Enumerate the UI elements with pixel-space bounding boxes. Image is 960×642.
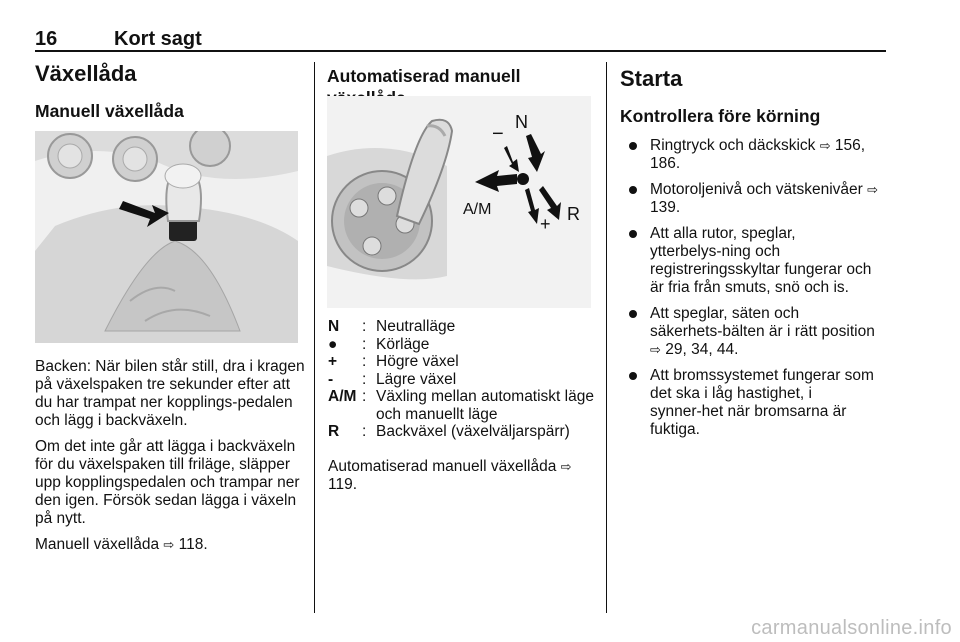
reverse-instruction: Backen: När bilen står still, dra i kragen på växelspaken tre sekunder efter att du har trampat ner kopplings‑pedalen och lägg i backväxeln. <box>35 358 305 429</box>
bullet-icon <box>629 372 637 380</box>
heading-start: Starta <box>620 66 683 91</box>
selector-lever-illustration <box>327 96 591 308</box>
manual-gearbox-figure <box>35 131 298 343</box>
ref-page: 118. <box>178 536 208 553</box>
legend-row-am: A/M : Växling mellan automatiskt läge och manuellt läge <box>328 388 594 423</box>
label-n: N <box>515 112 528 132</box>
bullet-icon <box>629 230 637 238</box>
checklist-item: Ringtryck och däckskick ⇨ 156, 186. <box>620 137 888 173</box>
checklist-item: Motoroljenivå och vätskenivåer ⇨ 139. <box>620 181 888 217</box>
bullet-icon <box>629 142 637 150</box>
reverse-retry-instruction: Om det inte går att lägga i backväxeln för du växelspaken till friläge, släpper upp kopplingspedalen och trampar ner den igen. Försök sedan lägga i växeln på nytt. <box>35 438 300 527</box>
checklist-item: Att speglar, säten och säkerhets‑bälten är i rätt position ⇨ 29, 34, 44. <box>620 305 888 359</box>
section-title: Kort sagt <box>114 28 202 50</box>
header-rule <box>35 50 886 52</box>
automated-gearbox-figure <box>327 96 591 308</box>
heading-automated-gearbox: Automatiserad manuell <box>327 66 521 86</box>
watermark: carmanualsonline.info <box>751 617 952 639</box>
label-am: A/M <box>463 201 492 218</box>
page-ref-icon: ⇨ <box>650 342 661 357</box>
automated-gearbox-note <box>328 458 598 502</box>
page-ref-icon: ⇨ <box>867 182 879 197</box>
legend-row-minus: - : Lägre växel <box>328 370 457 388</box>
gear-legend <box>328 318 600 441</box>
checklist-item: Att bromssystemet fungerar som det ska i låg hastighet, i synner‑het när bromsarna är fuktiga. <box>620 367 888 439</box>
subheading-checks: Kontrollera före körning <box>620 106 821 126</box>
label-r: R <box>567 204 580 224</box>
legend-row-n: N : Neutralläge <box>328 318 456 335</box>
page-ref-icon: ⇨ <box>163 537 175 552</box>
legend-row-r: R : Backväxel (växelväljarspärr) <box>328 423 570 440</box>
gear-lever-illustration <box>35 131 298 343</box>
column-divider-1 <box>314 62 315 613</box>
legend-row-plus: + : Högre växel <box>328 353 459 370</box>
label-minus: − <box>492 123 504 145</box>
page-ref-icon: ⇨ <box>560 459 572 474</box>
subheading-manual-gearbox: Manuell växellåda <box>35 101 184 121</box>
note-page: 119. <box>328 476 358 493</box>
label-plus: + <box>540 214 551 234</box>
legend-row-drive: ● : Körläge <box>328 335 430 353</box>
bullet-icon <box>629 186 637 194</box>
column-left <box>35 60 300 122</box>
column-left-text <box>35 358 305 562</box>
checklist-item: Att alla rutor, speglar, ytterbelys‑ning och registreringsskyltar fungerar och är fria från smuts, snö och is. <box>620 225 888 297</box>
page-ref-icon: ⇨ <box>819 138 831 153</box>
manual-gearbox-ref <box>35 536 305 554</box>
checklist <box>620 137 888 439</box>
bullet-icon <box>629 310 637 318</box>
column-right <box>620 60 888 447</box>
note-text: Automatiserad manuell växellåda <box>328 458 557 475</box>
ref-text: Manuell växellåda <box>35 536 160 553</box>
heading-gearbox: Växellåda <box>35 61 137 86</box>
column-divider-2 <box>606 62 607 613</box>
page-number: 16 <box>35 28 58 50</box>
page-header <box>35 28 885 52</box>
